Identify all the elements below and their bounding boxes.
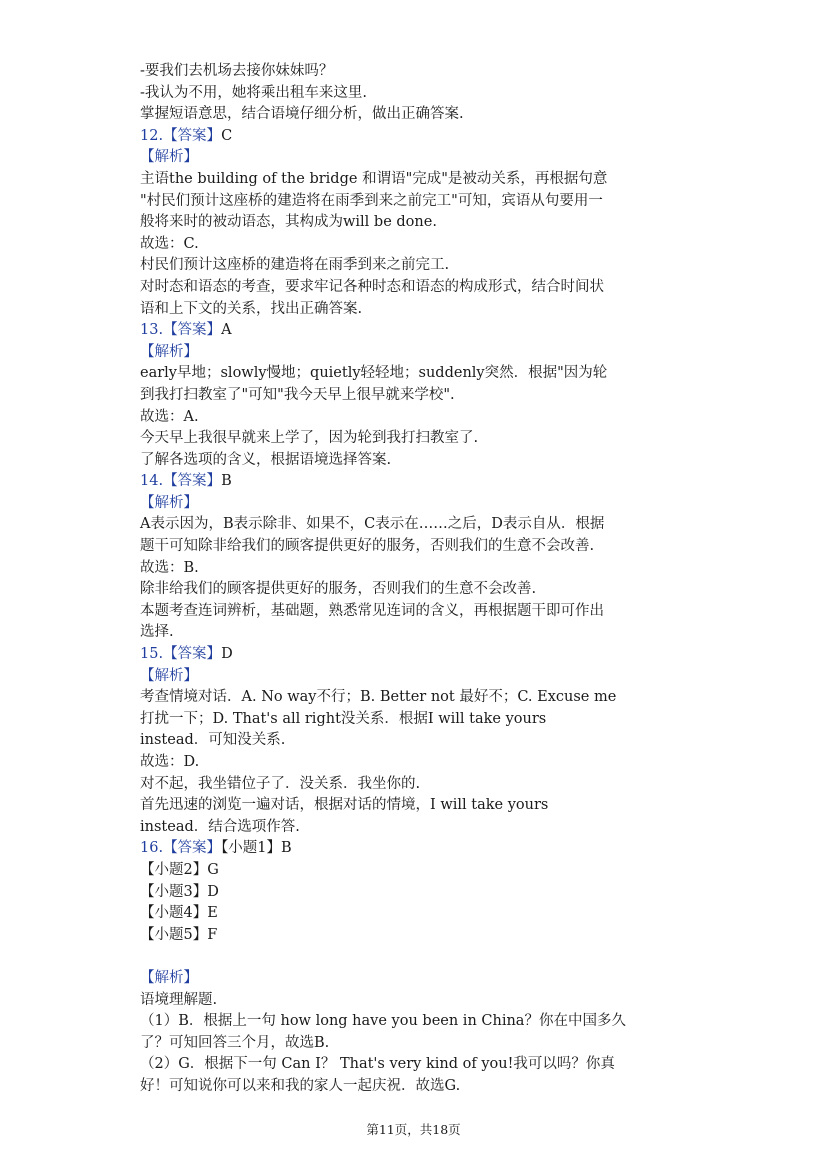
question-number: 12. (140, 127, 164, 144)
analysis-line: early早地；slowly慢地；quietly轻轻地；suddenly突然．根据"因为轮 (140, 365, 608, 382)
analysis-line: 般将来时的被动语态，其构成为will be done. (140, 214, 437, 231)
subquestion-label: 【小题5】 (140, 926, 208, 943)
analysis-label: 【解析】 (140, 149, 198, 166)
page-footer: 第11页，共18页 (366, 1122, 461, 1137)
answer-value: C (221, 127, 233, 144)
answer-label: 【答案】 (163, 840, 222, 857)
subquestion-value: F (207, 926, 218, 943)
question-number: 15. (140, 646, 164, 663)
subquestion-label: 【小题2】 (140, 861, 208, 878)
blank-line (140, 946, 685, 968)
analysis-label: 【解析】 (140, 667, 198, 684)
subquestion-answer (140, 925, 685, 947)
analysis-line: 题干可知除非给我们的顾客提供更好的服务，否则我们的生意不会改善. (140, 538, 595, 555)
analysis-line: 考查情境对话．A. No way不行；B. Better not 最好不；C. Excuse me (140, 689, 617, 706)
analysis-line: 语境理解题. (140, 991, 218, 1008)
answer-label: 【答案】 (163, 473, 222, 490)
answer-value: A (221, 322, 232, 339)
intro-line-2: -我认为不用，她将乘出租车来这里. (140, 84, 368, 101)
answer-label: 【答案】 (163, 322, 222, 339)
subquestion-value: G (207, 861, 219, 878)
answer-label: 【答案】 (163, 127, 222, 144)
subquestion-value: D (207, 883, 219, 900)
question-number: 13. (140, 322, 164, 339)
question-number: 14. (140, 473, 164, 490)
answer-heading-13 (140, 320, 685, 342)
analysis-line: instead．结合选项作答. (140, 818, 300, 835)
subquestion-answer (140, 903, 685, 925)
analysis-line: 对不起，我坐错位子了．没关系．我坐你的. (140, 775, 421, 792)
subquestion-value: E (207, 905, 218, 922)
analysis-line: 除非给我们的顾客提供更好的服务，否则我们的生意不会改善. (140, 581, 537, 598)
analysis-label: 【解析】 (140, 494, 198, 511)
answer-heading-12 (140, 126, 685, 148)
answer-heading-15 (140, 644, 685, 666)
analysis-line: 了？可知回答三个月，故选B. (140, 1034, 330, 1051)
document-body (140, 61, 685, 1098)
analysis-line: 主语the building of the bridge 和谓语"完成"是被动关系，再根据句意 (140, 170, 608, 187)
analysis-line: A表示因为，B表示除非、如果不，C表示在……之后，D表示自从．根据 (140, 516, 605, 533)
subquestion-answer (140, 882, 685, 904)
analysis-label: 【解析】 (140, 969, 198, 986)
analysis-line: 本题考查连词辨析，基础题，熟悉常见连词的含义，再根据题干即可作出 (140, 602, 604, 619)
question-number: 16. (140, 840, 164, 857)
analysis-line: 打扰一下；D. That's all right没关系．根据I will take yours (140, 710, 547, 727)
subquestion-label: 【小题3】 (140, 883, 208, 900)
analysis-line: instead．可知没关系. (140, 732, 286, 749)
analysis-line: （2）G．根据下一句 Can I？ That's very kind of you!我可以吗？你真 (140, 1056, 615, 1073)
answer-value: D (221, 646, 233, 663)
subquestion-label: 【小题1】 (221, 840, 282, 857)
analysis-line: 村民们预计这座桥的建造将在雨季到来之前完工. (140, 257, 450, 274)
analysis-line: 语和上下文的关系，找出正确答案. (140, 300, 363, 317)
analysis-line: 好！可知说你可以来和我的家人一起庆祝．故选G. (140, 1077, 461, 1094)
analysis-line: 了解各选项的含义，根据语境选择答案. (140, 451, 392, 468)
analysis-line: 今天早上我很早就来上学了，因为轮到我打扫教室了. (140, 430, 479, 447)
answer-heading-14 (140, 471, 685, 493)
analysis-line: 首先迅速的浏览一遍对话，根据对话的情境，I will take yours (140, 797, 549, 814)
analysis-label: 【解析】 (140, 343, 198, 360)
analysis-line: 对时态和语态的考查，要求牢记各种时态和语态的构成形式，结合时间状 (140, 278, 604, 295)
answer-label: 【答案】 (163, 646, 222, 663)
analysis-line: 选择. (140, 624, 174, 641)
answer-heading-16 (140, 838, 685, 860)
analysis-line: "村民们预计这座桥的建造将在雨季到来之前完工"可知，宾语从句要用一 (140, 192, 603, 209)
intro-line-3: 掌握短语意思，结合语境仔细分析，做出正确答案. (140, 106, 464, 123)
answer-value: B (221, 473, 232, 490)
subquestion-answer (140, 860, 685, 882)
subquestion-label: 【小题4】 (140, 905, 208, 922)
analysis-line: 到我打扫教室了"可知"我今天早上很早就来学校". (140, 386, 455, 403)
analysis-line: 故选：B. (140, 559, 199, 576)
analysis-line: 故选：A. (140, 408, 199, 425)
analysis-line: （1）B．根据上一句 how long have you been in China？你在中国多久 (140, 1013, 626, 1030)
subquestion-value: B (281, 840, 292, 857)
intro-line-1: -要我们去机场去接你妹妹吗？ (140, 63, 334, 79)
analysis-line: 故选：C. (140, 235, 199, 252)
analysis-line: 故选：D. (140, 754, 200, 770)
